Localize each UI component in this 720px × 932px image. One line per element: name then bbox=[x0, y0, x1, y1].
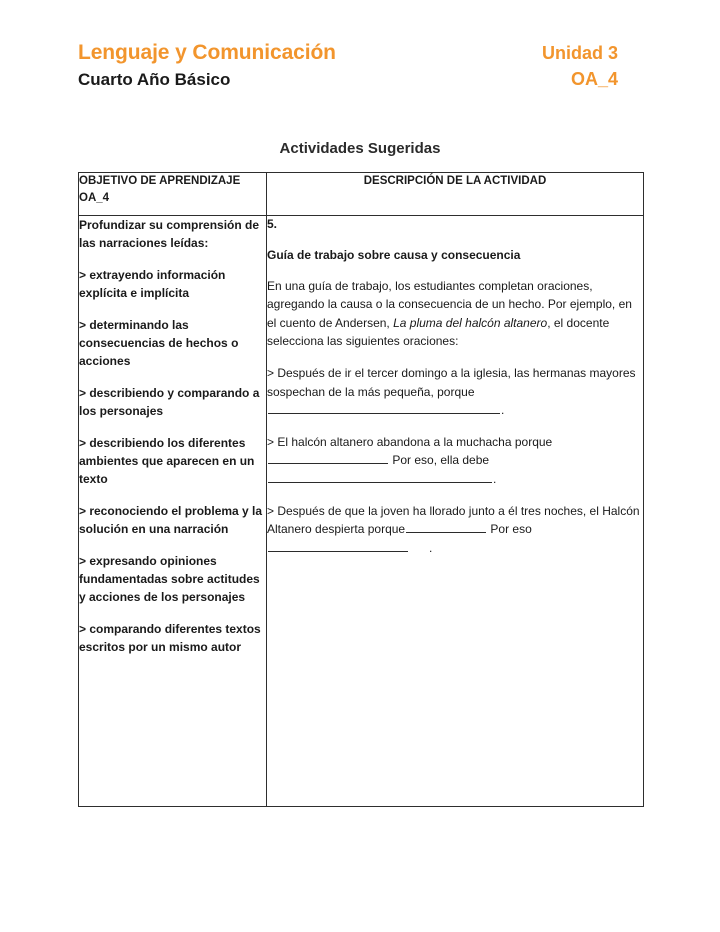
objective-item: > expresando opiniones fundamentadas sobre actitudes y acciones de los personajes bbox=[79, 554, 260, 604]
description-cell bbox=[267, 216, 644, 807]
table-row bbox=[79, 216, 644, 807]
sentence-tail: . bbox=[429, 540, 433, 555]
intro-text-part2: , el docente selecciona las siguientes oraciones: bbox=[267, 315, 610, 349]
header-bottom-row bbox=[78, 65, 618, 91]
intro-text-part1: En una guía de trabajo, los estudiantes completan oraciones, agregando la causa o la consecuencia de un hecho. Por ejemplo, en el cuento de Andersen, bbox=[267, 278, 632, 330]
column-header-description: DESCRIPCIÓN DE LA ACTIVIDAD bbox=[267, 173, 644, 216]
objective-item: > describiendo los diferentes ambientes que aparecen en un texto bbox=[79, 436, 255, 486]
sentence-tail: . bbox=[501, 403, 505, 418]
objective-item: > describiendo y comparando a los personajes bbox=[79, 386, 260, 418]
answer-blank[interactable] bbox=[268, 539, 408, 552]
oa-label: OA_4 bbox=[570, 69, 618, 90]
objective-item: > determinando las consecuencias de hechos o acciones bbox=[79, 318, 239, 368]
answer-blank[interactable] bbox=[406, 520, 486, 533]
sentence-tail: . bbox=[493, 471, 497, 486]
section-heading: Actividades Sugeridas bbox=[279, 140, 441, 157]
header-top-row bbox=[78, 40, 618, 65]
grade-title: Cuarto Año Básico bbox=[78, 70, 231, 90]
table-header-row bbox=[79, 173, 644, 216]
column-header-objective: OBJETIVO DE APRENDIZAJE OA_4 bbox=[79, 173, 267, 216]
objective-intro: Profundizar su comprensión de las narraciones leídas: bbox=[79, 218, 260, 250]
activity-intro-paragraph bbox=[267, 277, 643, 351]
sentence-middle: Por eso bbox=[487, 522, 532, 537]
subject-title: Lenguaje y Comunicación bbox=[78, 41, 336, 64]
answer-blank[interactable] bbox=[268, 401, 500, 414]
answer-blank[interactable] bbox=[268, 470, 492, 483]
objective-item: > reconociendo el problema y la solución en una narración bbox=[79, 504, 263, 536]
sentence-lead: > Después de ir el tercer domingo a la iglesia, las hermanas mayores sospechan de la más pequeña, porque bbox=[267, 365, 636, 399]
fill-in-sentence-3 bbox=[267, 502, 643, 558]
sentence-middle: Por eso, ella debe bbox=[389, 453, 490, 468]
activity-title: Guía de trabajo sobre causa y consecuencia bbox=[267, 247, 521, 262]
activity-number: 5. bbox=[267, 217, 278, 231]
book-title-italic: La pluma del halcón altanero bbox=[393, 315, 548, 330]
unit-label: Unidad 3 bbox=[541, 43, 618, 63]
fill-in-sentence-2 bbox=[267, 433, 643, 489]
objective-item: > extrayendo información explícita e implícita bbox=[79, 268, 226, 300]
answer-blank[interactable] bbox=[268, 451, 388, 464]
fill-in-sentence-1 bbox=[267, 364, 643, 420]
document-header bbox=[78, 40, 618, 91]
objective-cell bbox=[79, 216, 267, 807]
sentence-lead: > El halcón altanero abandona a la muchacha porque bbox=[267, 434, 553, 449]
sentence-lead: > Después de que la joven ha llorado junto a él tres noches, el Halcón Altanero despierta porque bbox=[267, 503, 640, 537]
objective-item: > comparando diferentes textos escritos por un mismo autor bbox=[79, 622, 261, 654]
activities-table bbox=[78, 172, 644, 807]
